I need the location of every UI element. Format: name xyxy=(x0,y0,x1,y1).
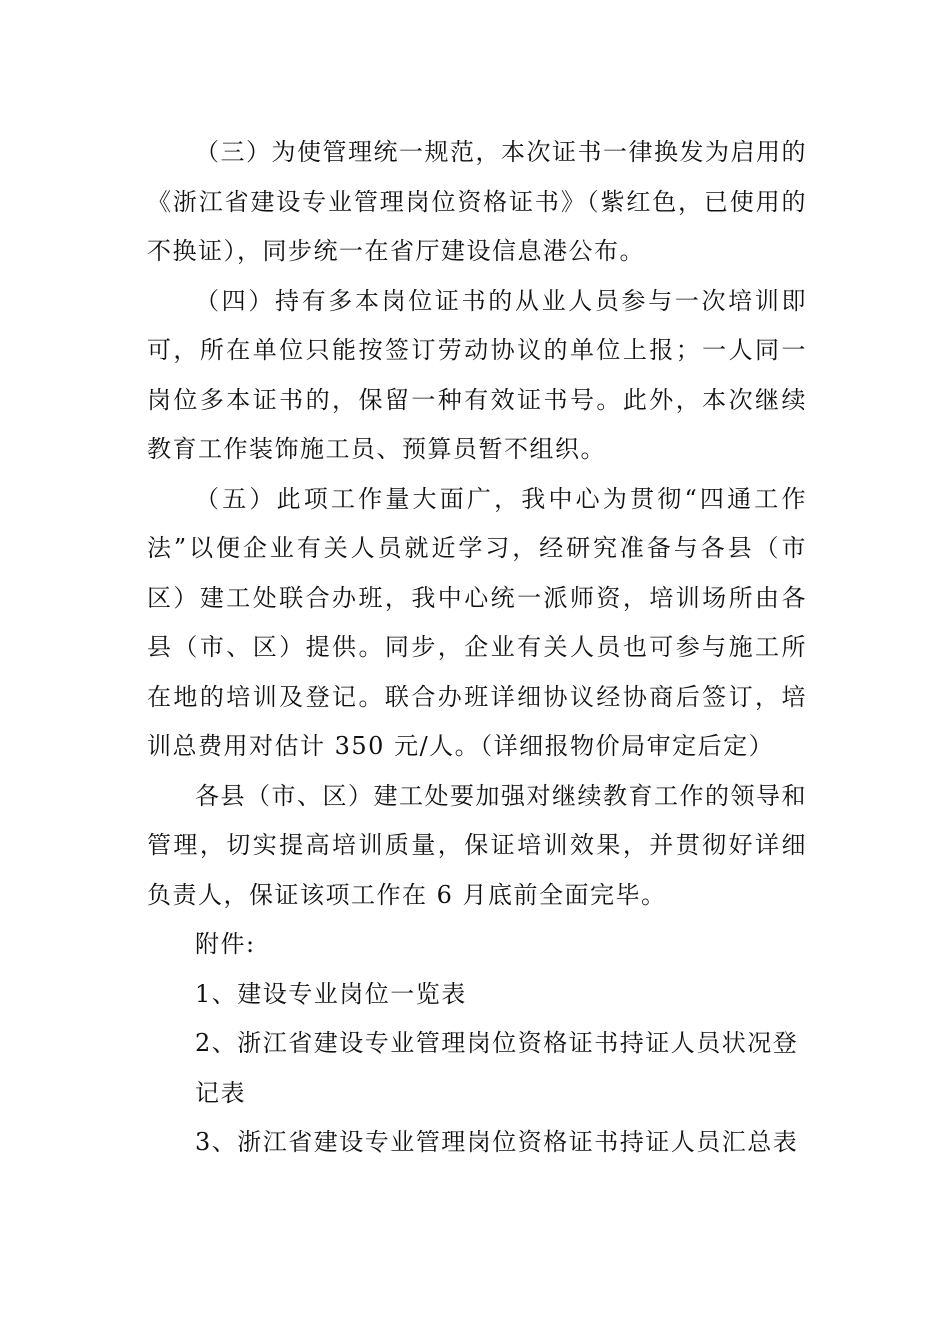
paragraph-item-3: （三）为使管理统一规范，本次证书一律换发为启用的《浙江省建设专业管理岗位资格证书》（紫红色，已使用的不换证），同步统一在省厅建设信息港公布。 xyxy=(147,138,807,265)
attachment-item-1: 1、建设专业岗位一览表 xyxy=(195,979,467,1008)
paragraph-item-5: （五）此项工作量大面广，我中心为贯彻“四通工作法”以便企业有关人员就近学习，经研究准备与各县（市区）建工处联合办班，我中心统一派师资，培训场所由各县（市、区）提供。同步，企业有关人员也可参与施工所在地的培训及登记。联合办班详细协议经协商后签订，培训总费用对估计 350 元/人。（详细报物价局审定后定） xyxy=(147,484,807,760)
paragraph-item-4: （四）持有多本岗位证书的从业人员参与一次培训即可，所在单位只能按签订劳动协议的单位上报；一人同一岗位多本证书的，保留一种有效证书号。此外，本次继续教育工作装饰施工员、预算员暂不组织。 xyxy=(147,286,807,463)
document-body xyxy=(147,128,807,1168)
attachment-item-2: 2、浙江省建设专业管理岗位资格证书持证人员状况登记表 xyxy=(195,1029,799,1107)
paragraph-closing: 各县（市、区）建工处要加强对继续教育工作的领导和管理，切实提高培训质量，保证培训效果，并贯彻好详细负责人，保证该项工作在 6 月底前全面完毕。 xyxy=(147,781,807,909)
attachments-label: 附件: xyxy=(195,930,256,958)
attachment-item-3: 3、浙江省建设专业管理岗位资格证书持证人员汇总表 xyxy=(195,1128,799,1156)
